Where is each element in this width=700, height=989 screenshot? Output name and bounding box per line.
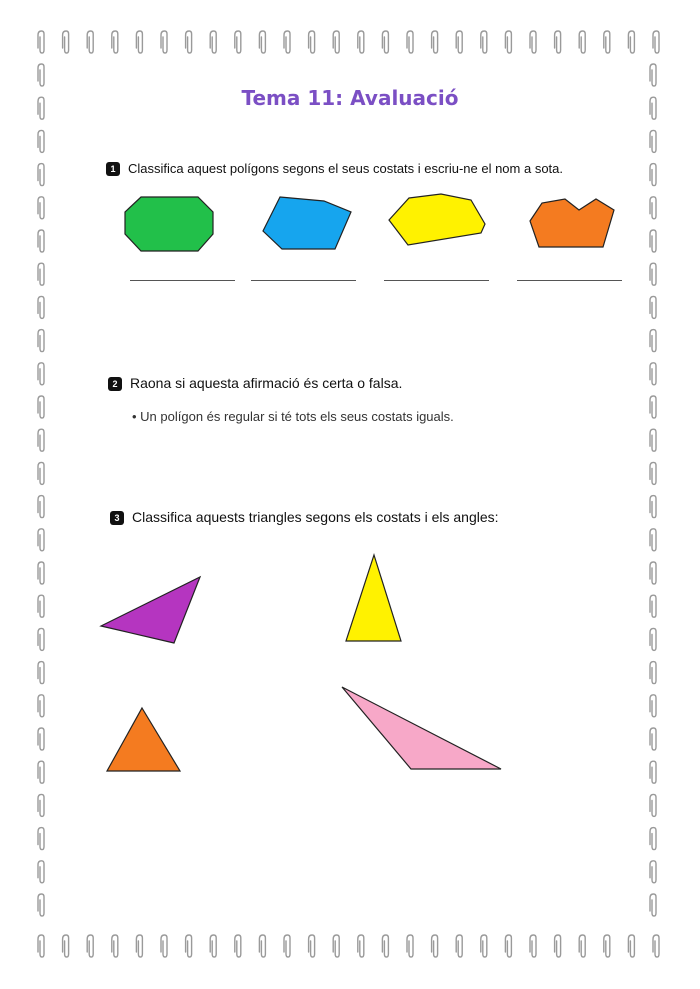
paperclip-icon xyxy=(38,529,44,551)
question-3 xyxy=(110,509,499,525)
paperclip-icon xyxy=(653,935,659,957)
paperclip-icon xyxy=(505,31,511,53)
paperclip-icon xyxy=(650,396,656,418)
paperclip-icon xyxy=(650,695,656,717)
paperclip-icon xyxy=(38,761,44,783)
paperclip-icon xyxy=(628,935,634,957)
paperclip-icon xyxy=(505,935,511,957)
paperclip-icon xyxy=(650,562,656,584)
paperclip-icon xyxy=(38,935,44,957)
answer-line-4[interactable] xyxy=(517,280,622,281)
paperclip-icon xyxy=(579,935,585,957)
paperclip-icon xyxy=(481,935,487,957)
paperclip-icon xyxy=(650,828,656,850)
paperclip-icon xyxy=(38,894,44,916)
question-1-text: Classifica aquest polígons segons el seus costats i escriu-ne el nom a sota. xyxy=(128,161,564,176)
paperclip-icon xyxy=(653,31,659,53)
paperclip-icon xyxy=(38,828,44,850)
paperclip-icon xyxy=(87,935,93,957)
paperclip-icon xyxy=(650,728,656,750)
paperclip-icon xyxy=(650,130,656,152)
page-title: Tema 11: Avaluació xyxy=(241,86,459,110)
paperclip-icon xyxy=(38,562,44,584)
paperclip-icon xyxy=(112,935,118,957)
paperclip-icon xyxy=(650,197,656,219)
paperclip-icon xyxy=(38,296,44,318)
paperclip-icon xyxy=(309,935,315,957)
yellow-heptagon xyxy=(388,193,488,247)
question-1-number: 1 xyxy=(106,162,120,176)
paperclip-icon xyxy=(38,130,44,152)
paperclip-icon xyxy=(650,363,656,385)
paperclip-icon xyxy=(38,230,44,252)
paperclip-icon xyxy=(38,695,44,717)
yellow-triangle xyxy=(345,554,403,644)
paperclip-icon xyxy=(407,31,413,53)
paperclip-icon xyxy=(628,31,634,53)
paperclip-icon xyxy=(650,894,656,916)
paperclip-icon xyxy=(87,31,93,53)
paperclip-icon xyxy=(382,31,388,53)
question-2-text: Raona si aquesta afirmació és certa o falsa. xyxy=(130,375,403,391)
paperclip-icon xyxy=(136,935,142,957)
paperclip-icon xyxy=(650,296,656,318)
paperclip-icon xyxy=(650,64,656,86)
paperclip-icon xyxy=(38,628,44,650)
paperclip-icon xyxy=(604,935,610,957)
paperclip-icon xyxy=(309,31,315,53)
paperclip-icon xyxy=(38,728,44,750)
paperclip-icon xyxy=(456,935,462,957)
paperclip-icon xyxy=(650,794,656,816)
paperclip-icon xyxy=(259,31,265,53)
paperclip-icon xyxy=(456,31,462,53)
paperclip-icon xyxy=(63,31,69,53)
paperclip-icon xyxy=(112,31,118,53)
question-2-number: 2 xyxy=(108,377,122,391)
paperclip-icon xyxy=(650,662,656,684)
paperclip-icon xyxy=(382,935,388,957)
question-1 xyxy=(106,161,563,176)
paperclip-icon xyxy=(136,31,142,53)
paperclip-icon xyxy=(235,31,241,53)
paperclip-icon xyxy=(650,230,656,252)
paperclip-icon xyxy=(284,31,290,53)
paperclip-icon xyxy=(210,935,216,957)
question-3-text: Classifica aquests triangles segons els costats i els angles: xyxy=(132,509,499,525)
paperclip-icon xyxy=(530,31,536,53)
paperclip-icon xyxy=(38,662,44,684)
paperclip-icon xyxy=(650,761,656,783)
question-2 xyxy=(108,375,402,391)
paperclip-icon xyxy=(333,935,339,957)
paperclip-icon xyxy=(650,861,656,883)
paperclip-icon xyxy=(432,31,438,53)
paperclip-icon xyxy=(333,31,339,53)
paperclip-icon xyxy=(481,31,487,53)
paperclip-icon xyxy=(38,794,44,816)
paperclip-icon xyxy=(210,31,216,53)
answer-line-3[interactable] xyxy=(384,280,489,281)
paperclip-icon xyxy=(579,31,585,53)
paperclip-icon xyxy=(38,64,44,86)
question-2-statement: • Un polígon és regular si té tots els seus costats iguals. xyxy=(132,409,454,424)
orange-octagon xyxy=(529,198,617,250)
orange-triangle xyxy=(106,707,182,773)
paperclip-icon xyxy=(650,595,656,617)
paperclip-icon xyxy=(38,396,44,418)
paperclip-icon xyxy=(407,935,413,957)
paperclip-icon xyxy=(161,31,167,53)
paperclip-icon xyxy=(650,496,656,518)
paperclip-icon xyxy=(63,935,69,957)
paperclip-icon xyxy=(650,164,656,186)
paperclip-icon xyxy=(650,330,656,352)
paperclip-icon xyxy=(38,330,44,352)
paperclip-icon xyxy=(38,31,44,53)
pink-triangle xyxy=(341,686,503,772)
paperclip-icon xyxy=(555,31,561,53)
paperclip-icon xyxy=(555,935,561,957)
paperclip-icon xyxy=(38,861,44,883)
paperclip-icon xyxy=(358,935,364,957)
paperclip-icon xyxy=(284,935,290,957)
paperclip-icon xyxy=(38,595,44,617)
paperclip-icon xyxy=(530,935,536,957)
paperclip-icon xyxy=(38,429,44,451)
purple-triangle xyxy=(100,576,202,646)
green-octagon xyxy=(124,196,214,252)
paperclip-icon xyxy=(186,31,192,53)
paperclip-icon xyxy=(186,935,192,957)
paperclip-icon xyxy=(432,935,438,957)
paperclip-icon xyxy=(38,462,44,484)
answer-line-2[interactable] xyxy=(251,280,356,281)
paperclip-icon xyxy=(38,496,44,518)
paperclip-icon xyxy=(650,628,656,650)
paperclip-icon xyxy=(650,529,656,551)
paperclip-icon xyxy=(38,363,44,385)
paperclip-icon xyxy=(259,935,265,957)
paperclip-icon xyxy=(650,462,656,484)
paperclip-icon xyxy=(38,263,44,285)
paperclip-icon xyxy=(650,429,656,451)
answer-line-1[interactable] xyxy=(130,280,235,281)
question-3-number: 3 xyxy=(110,511,124,525)
paperclip-icon xyxy=(161,935,167,957)
paperclip-icon xyxy=(604,31,610,53)
blue-hexagon xyxy=(262,196,354,252)
paperclip-icon xyxy=(38,197,44,219)
paperclip-icon xyxy=(38,164,44,186)
paperclip-icon xyxy=(235,935,241,957)
paperclip-icon xyxy=(358,31,364,53)
paperclip-icon xyxy=(650,263,656,285)
